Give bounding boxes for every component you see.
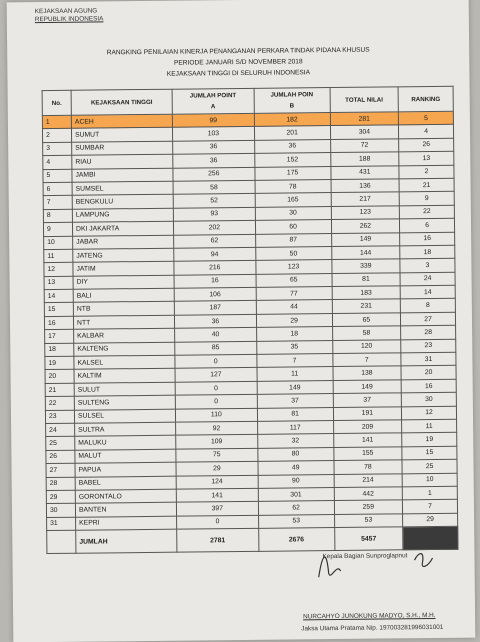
row-total: 281 [330, 112, 399, 126]
row-point-a: 36 [173, 140, 255, 154]
title-line2: PERIODE JANUARI S/D NOVEMBER 2018 [173, 58, 303, 67]
row-name: MALUT [75, 449, 176, 463]
row-total: 231 [332, 299, 401, 313]
row-name: LAMPUNG [72, 208, 173, 222]
row-ranking: 29 [403, 513, 458, 527]
row-ranking: 5 [398, 111, 453, 125]
row-ranking: 31 [401, 352, 456, 366]
row-ranking: 19 [402, 433, 457, 447]
row-ranking: 4 [399, 125, 454, 139]
row-total: 141 [333, 433, 402, 447]
row-name: NTT [73, 315, 174, 329]
row-point-a: 110 [175, 408, 257, 422]
row-point-b: 7 [257, 354, 333, 368]
row-point-b: 62 [258, 501, 334, 515]
row-point-a: 62 [174, 234, 256, 248]
row-point-a: 256 [173, 167, 255, 181]
row-point-b: 175 [255, 166, 331, 180]
row-no: 15 [44, 303, 73, 317]
row-ranking: 2 [399, 165, 454, 179]
row-ranking: 26 [399, 138, 454, 152]
row-ranking: 27 [401, 312, 456, 326]
row-total: 214 [334, 473, 403, 487]
title-line3: KEJAKSAAN TINGGI DI SELURUH INDONESIA [166, 69, 311, 78]
row-total: 304 [330, 125, 399, 139]
row-total: 339 [331, 259, 400, 273]
row-total: 65 [332, 313, 401, 327]
row-no: 14 [44, 289, 73, 303]
row-ranking: 23 [401, 339, 456, 353]
row-point-b: 65 [256, 273, 332, 287]
row-point-b: 60 [255, 220, 331, 234]
row-no: 31 [47, 517, 76, 531]
row-point-a: 127 [175, 368, 257, 382]
row-no: 27 [46, 463, 75, 477]
row-ranking: 6 [400, 218, 455, 232]
row-name: KEPRI [76, 516, 177, 530]
row-total: 7 [332, 353, 401, 367]
row-no: 18 [45, 343, 74, 357]
header-no: No. [42, 90, 71, 115]
row-point-b: 152 [254, 153, 330, 167]
row-total: 53 [334, 514, 403, 528]
letterhead-line2: REPUBLIK INDONESIA [34, 15, 104, 24]
row-total: 72 [330, 139, 399, 153]
row-total: 155 [333, 447, 402, 461]
row-no: 7 [43, 196, 72, 210]
row-ranking: 7 [403, 500, 458, 514]
row-total: 149 [333, 380, 402, 394]
row-total: 120 [332, 339, 401, 353]
row-point-a: 92 [176, 421, 258, 435]
signature-title: Kepala Bagian Sunproglapnut [322, 552, 408, 561]
row-point-b: 37 [257, 394, 333, 408]
row-point-a: 103 [172, 127, 254, 141]
total-empty-cell [47, 530, 76, 553]
row-point-a: 202 [173, 220, 255, 234]
total-point-a: 2781 [177, 528, 259, 552]
row-name: DIY [73, 275, 174, 289]
row-point-a: 16 [174, 274, 256, 288]
row-ranking: 1 [402, 486, 457, 500]
row-name: GORONTALO [75, 489, 176, 503]
row-total: 81 [332, 273, 401, 287]
row-ranking: 15 [402, 446, 457, 460]
row-point-a: 0 [175, 354, 257, 368]
row-ranking: 10 [402, 473, 457, 487]
row-point-a: 0 [175, 381, 257, 395]
header-total: TOTAL NILAI [330, 87, 399, 113]
row-no: 17 [45, 330, 74, 344]
header-point-b [254, 88, 330, 114]
row-no: 20 [45, 370, 74, 384]
row-no: 8 [43, 209, 72, 223]
row-point-b: 29 [256, 313, 332, 327]
row-total: 78 [334, 460, 403, 474]
row-total: 262 [331, 219, 400, 233]
row-name: KALBAR [74, 328, 175, 342]
row-point-a: 99 [172, 113, 254, 127]
row-ranking: 9 [399, 192, 454, 206]
row-no: 28 [46, 477, 75, 491]
total-nilai: 5457 [334, 527, 403, 551]
row-no: 6 [43, 182, 72, 196]
row-no: 16 [44, 316, 73, 330]
row-name: SUMUT [71, 128, 172, 142]
row-no: 24 [46, 423, 75, 437]
row-total: 149 [331, 232, 400, 246]
row-ranking: 14 [400, 285, 455, 299]
row-name: JAMBI [72, 168, 173, 182]
row-ranking: 11 [402, 419, 457, 433]
row-ranking: 16 [401, 379, 456, 393]
row-no: 30 [46, 504, 75, 518]
row-ranking: 24 [400, 272, 455, 286]
row-point-b: 123 [256, 260, 332, 274]
row-point-a: 75 [176, 448, 258, 462]
row-point-a: 106 [174, 287, 256, 301]
row-no: 5 [43, 169, 72, 183]
row-point-b: 182 [254, 113, 330, 127]
row-name: NTB [73, 302, 174, 316]
row-point-a: 36 [174, 314, 256, 328]
row-no: 2 [42, 129, 71, 143]
row-ranking: 28 [401, 326, 456, 340]
row-total: 188 [330, 152, 399, 166]
row-name: JATENG [73, 248, 174, 262]
row-ranking: 30 [401, 392, 456, 406]
row-point-a: 58 [173, 180, 255, 194]
row-no: 11 [44, 249, 73, 263]
row-name: BABEL [75, 476, 176, 490]
row-name: KALTIM [74, 369, 175, 383]
row-name: SULTRA [75, 422, 176, 436]
row-name: ACEH [71, 114, 172, 128]
row-point-a: 29 [176, 461, 258, 475]
row-no: 19 [45, 356, 74, 370]
row-point-a: 216 [174, 261, 256, 275]
row-name: KALTENG [74, 342, 175, 356]
row-total: 442 [334, 487, 403, 501]
row-no: 21 [45, 383, 74, 397]
row-name: SULUT [74, 382, 175, 396]
row-ranking: 8 [400, 299, 455, 313]
row-name: SULTENG [74, 395, 175, 409]
row-point-b: 165 [255, 193, 331, 207]
row-name: SUMSEL [72, 181, 173, 195]
row-point-b: 30 [255, 206, 331, 220]
row-total: 136 [331, 179, 400, 193]
row-point-a: 93 [173, 207, 255, 221]
row-point-a: 0 [177, 515, 259, 529]
row-point-b: 44 [256, 300, 332, 314]
row-no: 22 [45, 396, 74, 410]
row-total: 37 [333, 393, 402, 407]
row-point-a: 0 [175, 395, 257, 409]
row-ranking: 22 [399, 205, 454, 219]
row-name: MALUKU [75, 436, 176, 450]
row-point-b: 53 [258, 514, 334, 528]
header-name: KEJAKSAAN TINGGI [71, 89, 172, 115]
row-point-b: 149 [257, 380, 333, 394]
row-point-a: 187 [174, 301, 256, 315]
letterhead-line1: KEJAKSAAN AGUNG [34, 7, 98, 16]
row-point-a: 109 [176, 435, 258, 449]
row-name: SUMBAR [72, 141, 173, 155]
row-total: 431 [330, 165, 399, 179]
title-line1: RANGKING PENILAIAN KINERJA PENANGANAN PERKARA TINDAK PIDANA KHUSUS [106, 46, 370, 57]
row-no: 10 [44, 236, 73, 250]
row-ranking: 18 [400, 245, 455, 259]
total-point-b: 2676 [258, 528, 334, 552]
letterhead [35, 7, 104, 24]
row-name: BALI [73, 288, 174, 302]
row-point-b: 18 [256, 327, 332, 341]
row-no: 25 [46, 437, 75, 451]
row-point-b: 81 [257, 407, 333, 421]
row-point-b: 87 [255, 233, 331, 247]
row-name: RIAU [72, 154, 173, 168]
row-ranking: 16 [400, 232, 455, 246]
row-name: JATIM [73, 261, 174, 275]
row-point-a: 141 [176, 488, 258, 502]
row-ranking: 13 [399, 151, 454, 165]
header-point-b-letter: B [289, 102, 295, 110]
row-point-b: 36 [254, 139, 330, 153]
row-no: 9 [43, 222, 72, 236]
row-point-b: 117 [257, 421, 333, 435]
row-total: 217 [331, 192, 400, 206]
row-total: 138 [333, 366, 402, 380]
row-total: 259 [334, 500, 403, 514]
row-no: 4 [43, 155, 72, 169]
row-ranking: 20 [401, 366, 456, 380]
row-name: BANTEN [75, 503, 176, 517]
header-ranking: RANKING [398, 86, 453, 112]
row-ranking: 25 [402, 459, 457, 473]
row-name: PAPUA [75, 462, 176, 476]
row-name: SULSEL [74, 409, 175, 423]
ranking-table [42, 86, 459, 554]
row-no: 26 [46, 450, 75, 464]
row-total: 144 [331, 246, 400, 260]
row-point-b: 80 [258, 447, 334, 461]
row-name: DKI JAKARTA [72, 221, 173, 235]
row-ranking: 12 [402, 406, 457, 420]
row-no: 29 [46, 490, 75, 504]
header-point-b-label: JUMLAH POIN [270, 91, 314, 99]
row-point-b: 78 [255, 180, 331, 194]
row-point-b: 77 [256, 287, 332, 301]
header-point-a [172, 88, 254, 114]
row-point-b: 11 [257, 367, 333, 381]
row-total: 191 [333, 406, 402, 420]
row-ranking: 21 [399, 178, 454, 192]
handwritten-signature [314, 542, 444, 585]
row-total: 58 [332, 326, 401, 340]
header-point-a-letter: A [210, 103, 216, 111]
row-name: KALSEL [74, 355, 175, 369]
row-ranking: 3 [400, 259, 455, 273]
header-point-a-label: JUMLAH POINT [189, 92, 237, 100]
row-point-b: 90 [258, 474, 334, 488]
row-no: 3 [43, 142, 72, 156]
row-point-a: 397 [176, 502, 258, 516]
row-total: 123 [331, 206, 400, 220]
row-no: 12 [44, 263, 73, 277]
row-name: JABAR [73, 235, 174, 249]
total-label: JUMLAH [76, 529, 177, 553]
row-point-a: 85 [175, 341, 257, 355]
row-point-a: 94 [174, 247, 256, 261]
row-point-b: 35 [256, 340, 332, 354]
row-no: 23 [45, 410, 74, 424]
signature-name: NURCAHYO JUNOKUNG MADYO, S.H., M.H. [303, 611, 436, 621]
signature-rank-nip: Jaksa Utama Pratama Nip. 197003281996031001 [301, 623, 444, 633]
document-page [7, 0, 476, 642]
row-no: 1 [42, 115, 71, 129]
row-point-b: 32 [257, 434, 333, 448]
row-point-b: 49 [258, 461, 334, 475]
row-no: 13 [44, 276, 73, 290]
row-point-b: 301 [258, 487, 334, 501]
row-total: 183 [332, 286, 401, 300]
row-point-a: 36 [173, 154, 255, 168]
row-point-b: 201 [254, 126, 330, 140]
row-point-a: 124 [176, 475, 258, 489]
row-point-a: 40 [175, 328, 257, 342]
row-total: 209 [333, 420, 402, 434]
row-point-b: 50 [255, 246, 331, 260]
row-name: BENGKULU [72, 195, 173, 209]
document-title [7, 44, 469, 82]
row-point-a: 52 [173, 194, 255, 208]
